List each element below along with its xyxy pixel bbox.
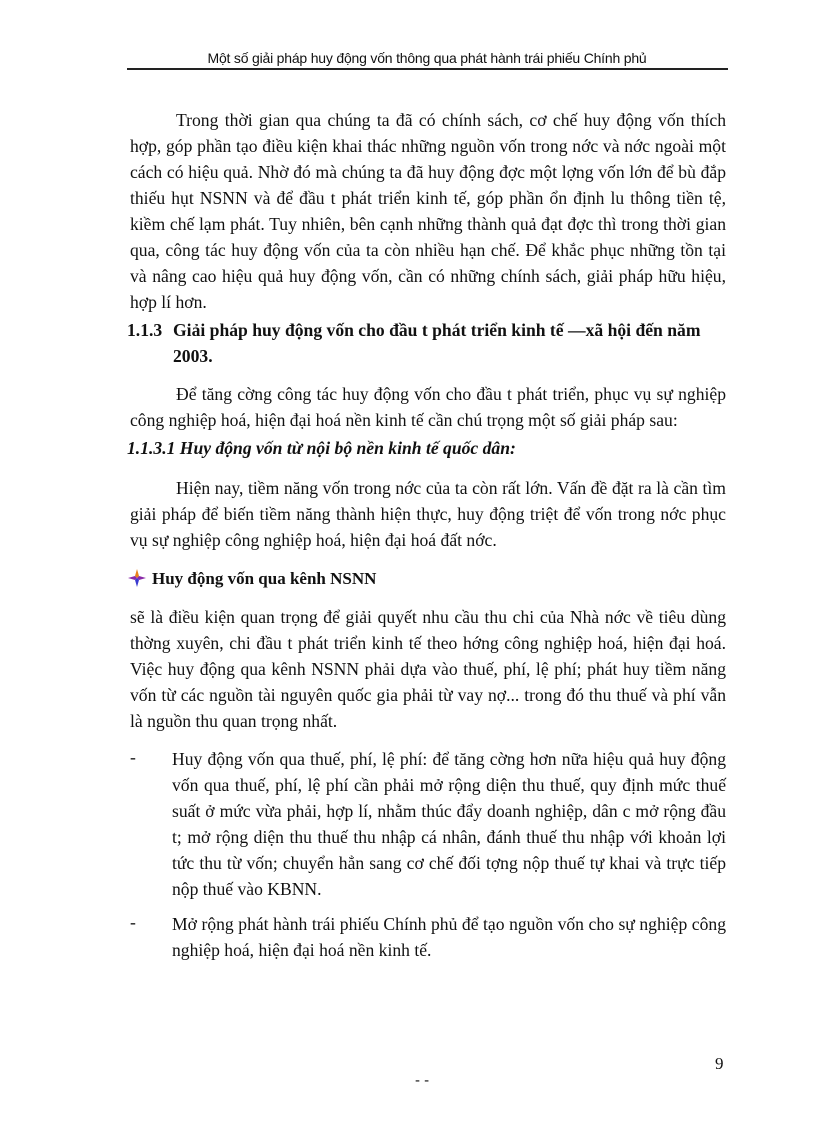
plus-arrow-icon [128,569,146,587]
bullet-heading-nsnn [152,566,726,592]
footer-dots: - - [415,1072,430,1089]
paragraph-nsnn: sẽ là điều kiện quan trọng để giải quyết nhu cầu thu chi của Nhà nớc về tiêu dùng thờng xuyên, chi đầu t phát triển kinh tế theo hớng công nghiệp hoá, hiện đại hoá. Việc huy động qua kênh NSNN phải dựa vào thuế, phí, lệ phí; phát huy tiềm năng vốn từ các nguồn tài nguyên quốc gia phải từ vay nợ... trong đó thu thuế và phí vẫn là nguồn thu quan trọng nhất. [130,607,726,731]
page-number: 9 [715,1054,724,1073]
list-dash: - [130,912,136,932]
list-dash: - [130,747,136,767]
section-number: 1.1.3 [127,320,163,340]
list-item [130,746,726,902]
header-rule [127,68,728,70]
list-item-text: Huy động vốn qua thuế, phí, lệ phí: để tăng cờng hơn nữa hiệu quả huy động vốn qua thuế, phí, lệ phí cần phải mở rộng diện thu thuế, quy định mức thuế suất ở mức vừa phải, hợp lí, nhằm thúc đẩy doanh nghiệp, dân c mở rộng đầu t; mở rộng diện thu thuế thu nhập cá nhân, đánh thuế thu nhập với khoản lợi tức thu từ vốn; chuyển hẳn sang cơ chế đối tợng nộp thuế tự khai và trực tiếp nộp thuế vào KBNN. [172,749,726,899]
subsection-heading-1-1-3-1: 1.1.3.1 Huy động vốn từ nội bộ nền kinh tế quốc dân: [127,438,516,458]
paragraph-domestic-capital: Hiện nay, tiềm năng vốn trong nớc của ta còn rất lớn. Vấn đề đặt ra là cần tìm giải pháp để biến tiềm năng thành hiện thực, huy động triệt để vốn trong nớc phục vụ sự nghiệp công nghiệp hoá, hiện đại hoá đất nớc. [130,478,726,550]
running-header: Một số giải pháp huy động vốn thông qua phát hành trái phiếu Chính phủ [207,50,647,66]
paragraph-solutions: Để tăng cờng công tác huy động vốn cho đầu t phát triển, phục vụ sự nghiệp công nghiệp hoá, hiện đại hoá nền kinh tế cần chú trọng một số giải pháp sau: [130,384,726,430]
bullet-heading-text: Huy động vốn qua kênh NSNN [152,569,377,588]
page-body [127,107,726,963]
list-item-text: Mở rộng phát hành trái phiếu Chính phủ để tạo nguồn vốn cho sự nghiệp công nghiệp hoá, hiện đại hoá nền kinh tế. [172,914,726,960]
list-item [130,911,726,963]
paragraph-intro: Trong thời gian qua chúng ta đã có chính sách, cơ chế huy động vốn thích hợp, góp phần tạo điều kiện khai thác những nguồn vốn trong nớc và nớc ngoài một cách có hiệu quả. Nhờ đó mà chúng ta đã huy động đợc một lợng vốn lớn để bù đắp thiếu hụt NSNN và để đầu t phát triển kinh tế, góp phần ổn định lu thông tiền tệ, kiềm chế lạm phát. Tuy nhiên, bên cạnh những thành quả đạt đợc thì trong thời gian qua, công tác huy động vốn của ta còn nhiều hạn chế. Để khắc phục những tồn tại và nâng cao hiệu quả huy động vốn, cần có những chính sách, giải pháp hữu hiệu, hợp lí hơn. [130,110,726,312]
section-title: Giải pháp huy động vốn cho đầu t phát triển kinh tế —xã hội đến năm 2003. [173,320,701,366]
section-heading-1-1-3 [127,317,726,369]
